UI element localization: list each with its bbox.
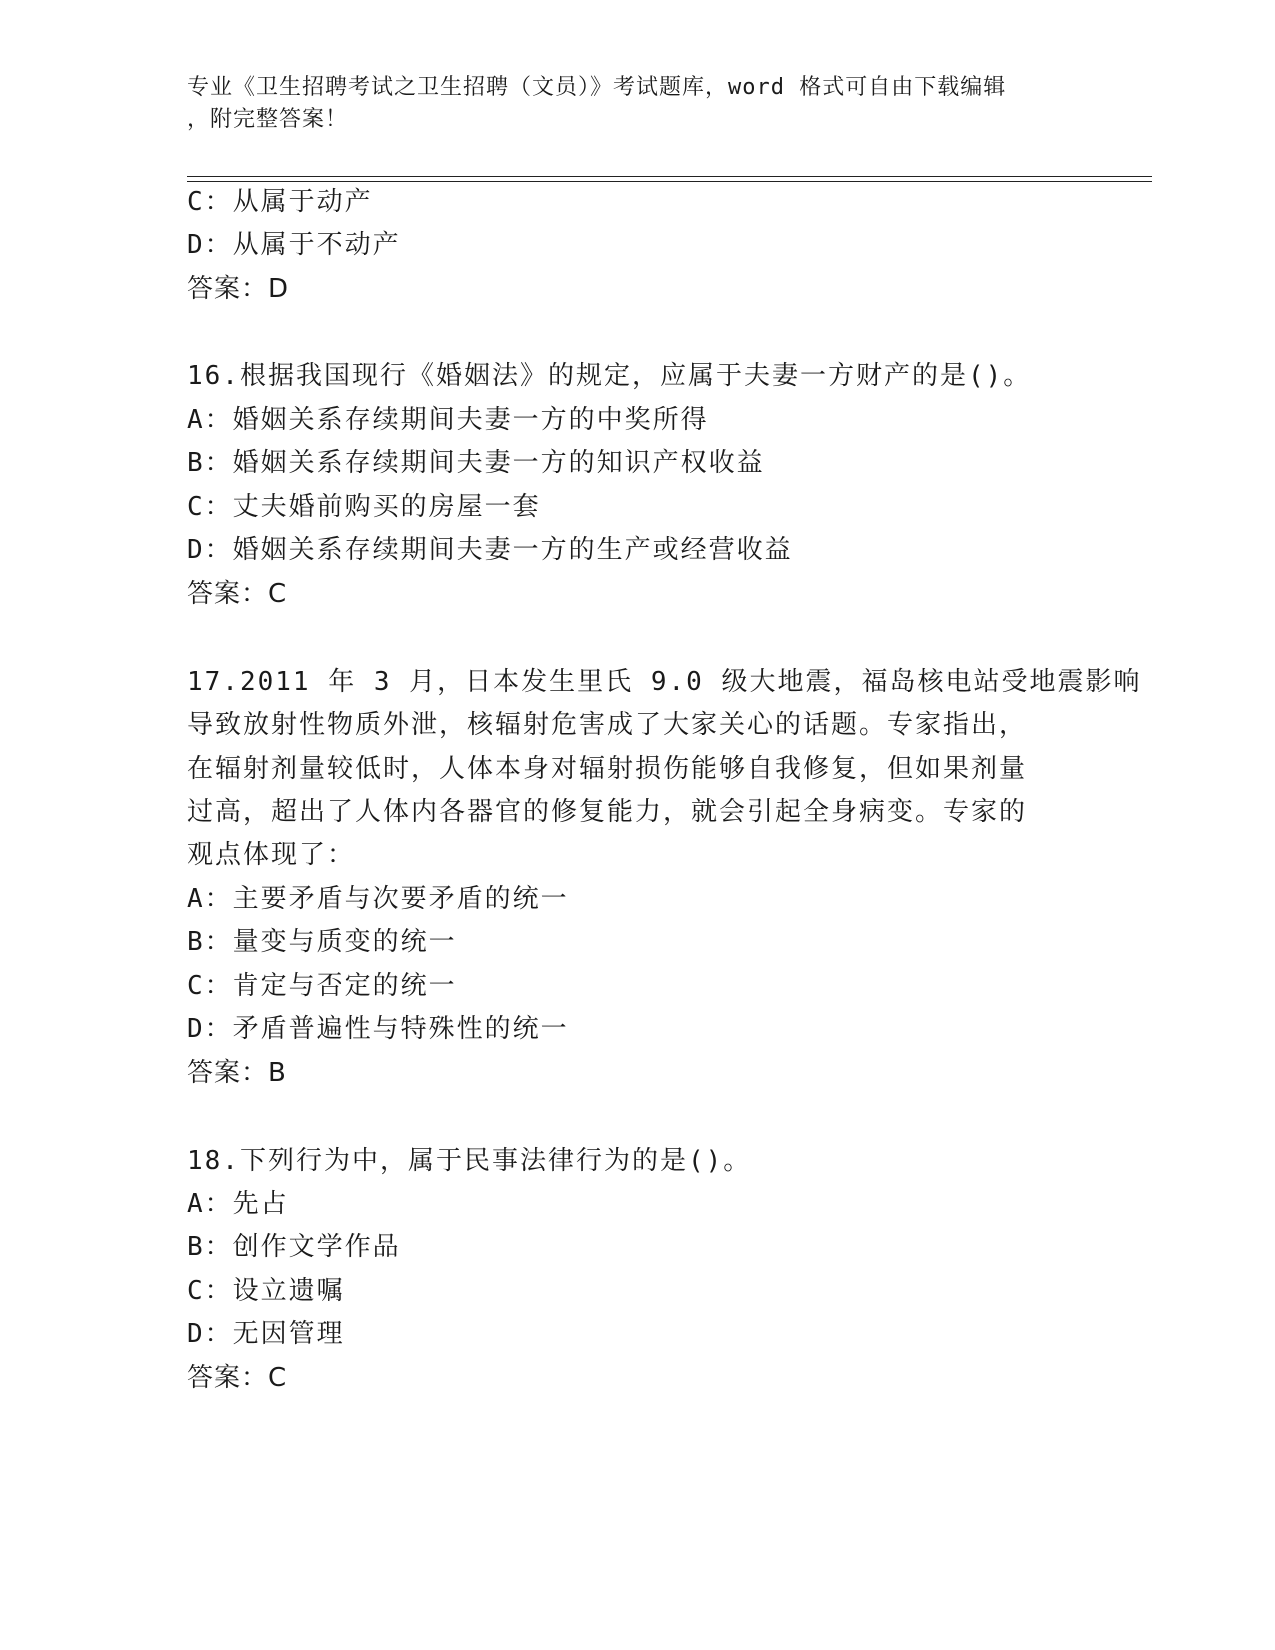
- q17-option-d: D：矛盾普遍性与特殊性的统一: [187, 1014, 569, 1044]
- prev-option-d: D：从属于不动产: [187, 230, 401, 260]
- header-line-1: 专业《卫生招聘考试之卫生招聘（文员）》考试题库，word 格式可自由下载编辑: [187, 75, 1007, 100]
- header-divider-bottom: [187, 181, 1152, 182]
- q17-option-c: C：肯定与否定的统一: [187, 971, 457, 1001]
- q18-option-c: C：设立遗嘱: [187, 1276, 345, 1306]
- q18-answer: 答案：C: [187, 1363, 288, 1393]
- q16-option-d: D：婚姻关系存续期间夫妻一方的生产或经营收益: [187, 535, 793, 565]
- q16-option-a: A：婚姻关系存续期间夫妻一方的中奖所得: [187, 405, 709, 435]
- q17-option-b: B：量变与质变的统一: [187, 927, 457, 957]
- q18-stem: 18.下列行为中，属于民事法律行为的是()。: [187, 1146, 752, 1176]
- header-line-2: ，附完整答案！: [187, 107, 349, 132]
- prev-answer: 答案：D: [187, 274, 290, 304]
- header-divider-top: [187, 176, 1152, 177]
- document-header: [187, 72, 1087, 136]
- q17-stem-line-5: 观点体现了：: [187, 840, 356, 870]
- q18-option-b: B：创作文学作品: [187, 1232, 401, 1262]
- q16-stem: 16.根据我国现行《婚姻法》的规定，应属于夫妻一方财产的是()。: [187, 361, 1032, 391]
- q17-stem-line-3: 在辐射剂量较低时，人体本身对辐射损伤能够自我修复，但如果剂量: [187, 754, 1028, 784]
- prev-option-c: C：从属于动产: [187, 187, 373, 217]
- q17-option-a: A：主要矛盾与次要矛盾的统一: [187, 884, 569, 914]
- q16-answer: 答案：C: [187, 579, 288, 609]
- q18-option-a: A：先占: [187, 1189, 289, 1219]
- q17-answer: 答案：B: [187, 1058, 287, 1088]
- q16-option-c: C：丈夫婚前购买的房屋一套: [187, 492, 541, 522]
- q17-stem-line-2: 导致放射性物质外泄，核辐射危害成了大家关心的话题。专家指出，: [187, 710, 1028, 740]
- q17-stem-line-4: 过高，超出了人体内各器官的修复能力，就会引起全身病变。专家的: [187, 797, 1028, 827]
- q18-option-d: D：无因管理: [187, 1319, 345, 1349]
- q16-option-b: B：婚姻关系存续期间夫妻一方的知识产权收益: [187, 448, 765, 478]
- q17-stem-line-1: 17.2011 年 3 月，日本发生里氏 9.0 级大地震，福岛核电站受地震影响: [187, 667, 1142, 697]
